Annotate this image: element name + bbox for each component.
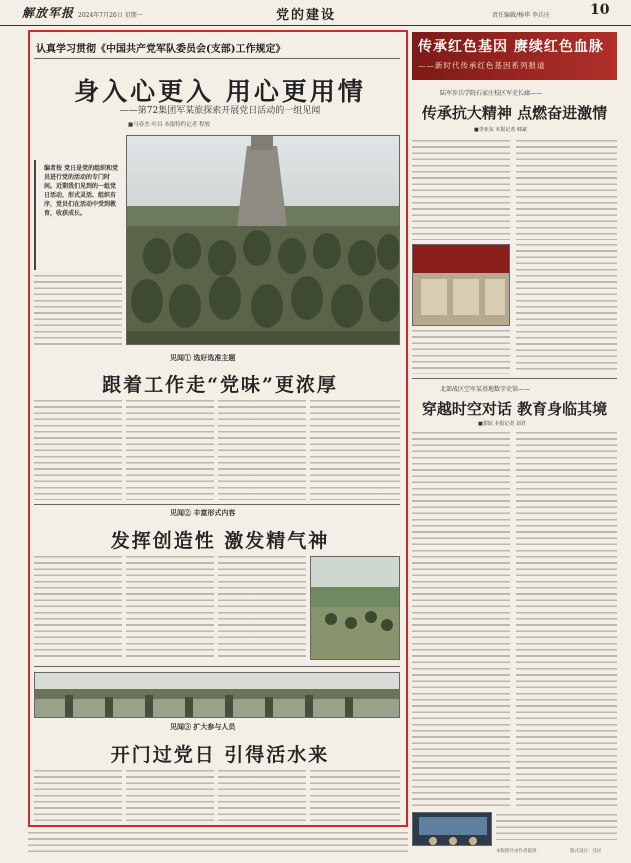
page-number: 10 [590,2,610,18]
photo-credit: 本版照片由作者提供 [496,849,537,854]
right-article2-col1b [412,668,510,808]
editor-note-box [34,160,122,270]
main-headline: 身入心更入 用心更用情 [74,77,366,106]
photo-caption-text [496,814,617,840]
section2-body-col1 [34,556,122,660]
main-subheadline: ——第72集团军某旅探索开展党日活动的一组见闻 [119,106,321,116]
red-heritage-banner [412,32,617,80]
masthead [0,0,631,26]
kicker-rule [34,58,400,59]
section2-rule [34,666,400,667]
riverside-activity-photo [310,556,400,660]
editor-note: 编者按 党日是党的组织和党员进行党的活动的专门时间。近期我们见到的一组党日活动，形式灵活、组织有序，党员们在活动中受到教育，收获成长。 [44,165,119,217]
section1-body-col4 [310,400,400,500]
banner-title: 传承红色基因 赓续红色血脉 [418,39,604,55]
right-article2-headline: 穿越时空对话 教育身临其境 [421,400,608,418]
museum-photo-image [413,813,492,846]
article-kicker: 认真学习贯彻《中国共产党军队委员会(支部)工作规定》 [36,44,286,55]
layout-designer: 版式设计：任民 [570,849,602,854]
section3-headline: 开门过党日 引得活水来 [110,744,330,766]
section1-label: 见闻① 选好选准主题 [170,353,236,362]
section2-body-col2 [126,556,214,660]
right-article1-kicker: 陆军步兵学院石家庄校区军史长廊—— [440,90,543,97]
right-article2-col1 [412,432,510,664]
military-history-corridor-photo [412,244,510,326]
main-byline: ■马春杰 叶昌 本报特约记者 程皎 [128,122,210,128]
bottom-left-text [28,832,408,856]
newspaper-logo: 解放军报 [22,6,75,20]
outdoor-party-day-photo [34,672,400,718]
section3-body-col1 [34,770,122,822]
section-title: 党的建设 [276,8,337,23]
right-article2-byline: ■郭珉 本报记者 刘君 [478,421,526,427]
section1-body-col3 [218,400,306,500]
outdoor-photo-image [35,673,400,718]
section1-headline: 跟着工作走“党味”更浓厚 [102,374,338,396]
lead-body-text [34,275,122,345]
section3-label: 见闻③ 扩大参与人员 [170,722,236,731]
right-column-rule [412,378,617,379]
riverside-photo-image [311,557,400,660]
soldiers-group-photo [126,135,400,345]
section1-body-col2 [126,400,214,500]
section3-body-col4 [310,770,400,822]
right-article1-headline: 传承抗大精神 点燃奋进激情 [421,104,608,122]
section2-headline: 发挥创造性 激发精气神 [110,530,330,552]
section3-body-col3 [218,770,306,822]
section3-body-col2 [126,770,214,822]
issue-date: 2024年7月26日 星期一 [78,12,143,19]
right-article1-byline: ■李亚东 本报记者 韩斌 [474,127,527,133]
right-article1-col2 [516,140,617,240]
soldiers-photo-image [127,136,400,345]
right-article1-col1 [412,140,510,240]
section2-label: 见闻② 丰富形式内容 [170,508,236,517]
right-article2-col2 [516,432,617,664]
banner-subtitle: ——新时代传承红色基因系列报道 [418,61,546,70]
right-article1-col1b [412,330,510,374]
corridor-photo-image [413,245,510,326]
right-article2-kicker: 北部战区空军某基地数字史馆—— [440,386,531,393]
right-article1-col2b [516,244,617,374]
section2-body-col3 [218,556,306,660]
section1-body-col1 [34,400,122,500]
editor-credit: 责任编辑/杨华 李兵庄 [492,12,550,19]
section1-rule [34,504,400,505]
digital-museum-photo [412,812,492,846]
right-article2-col2b [516,668,617,808]
